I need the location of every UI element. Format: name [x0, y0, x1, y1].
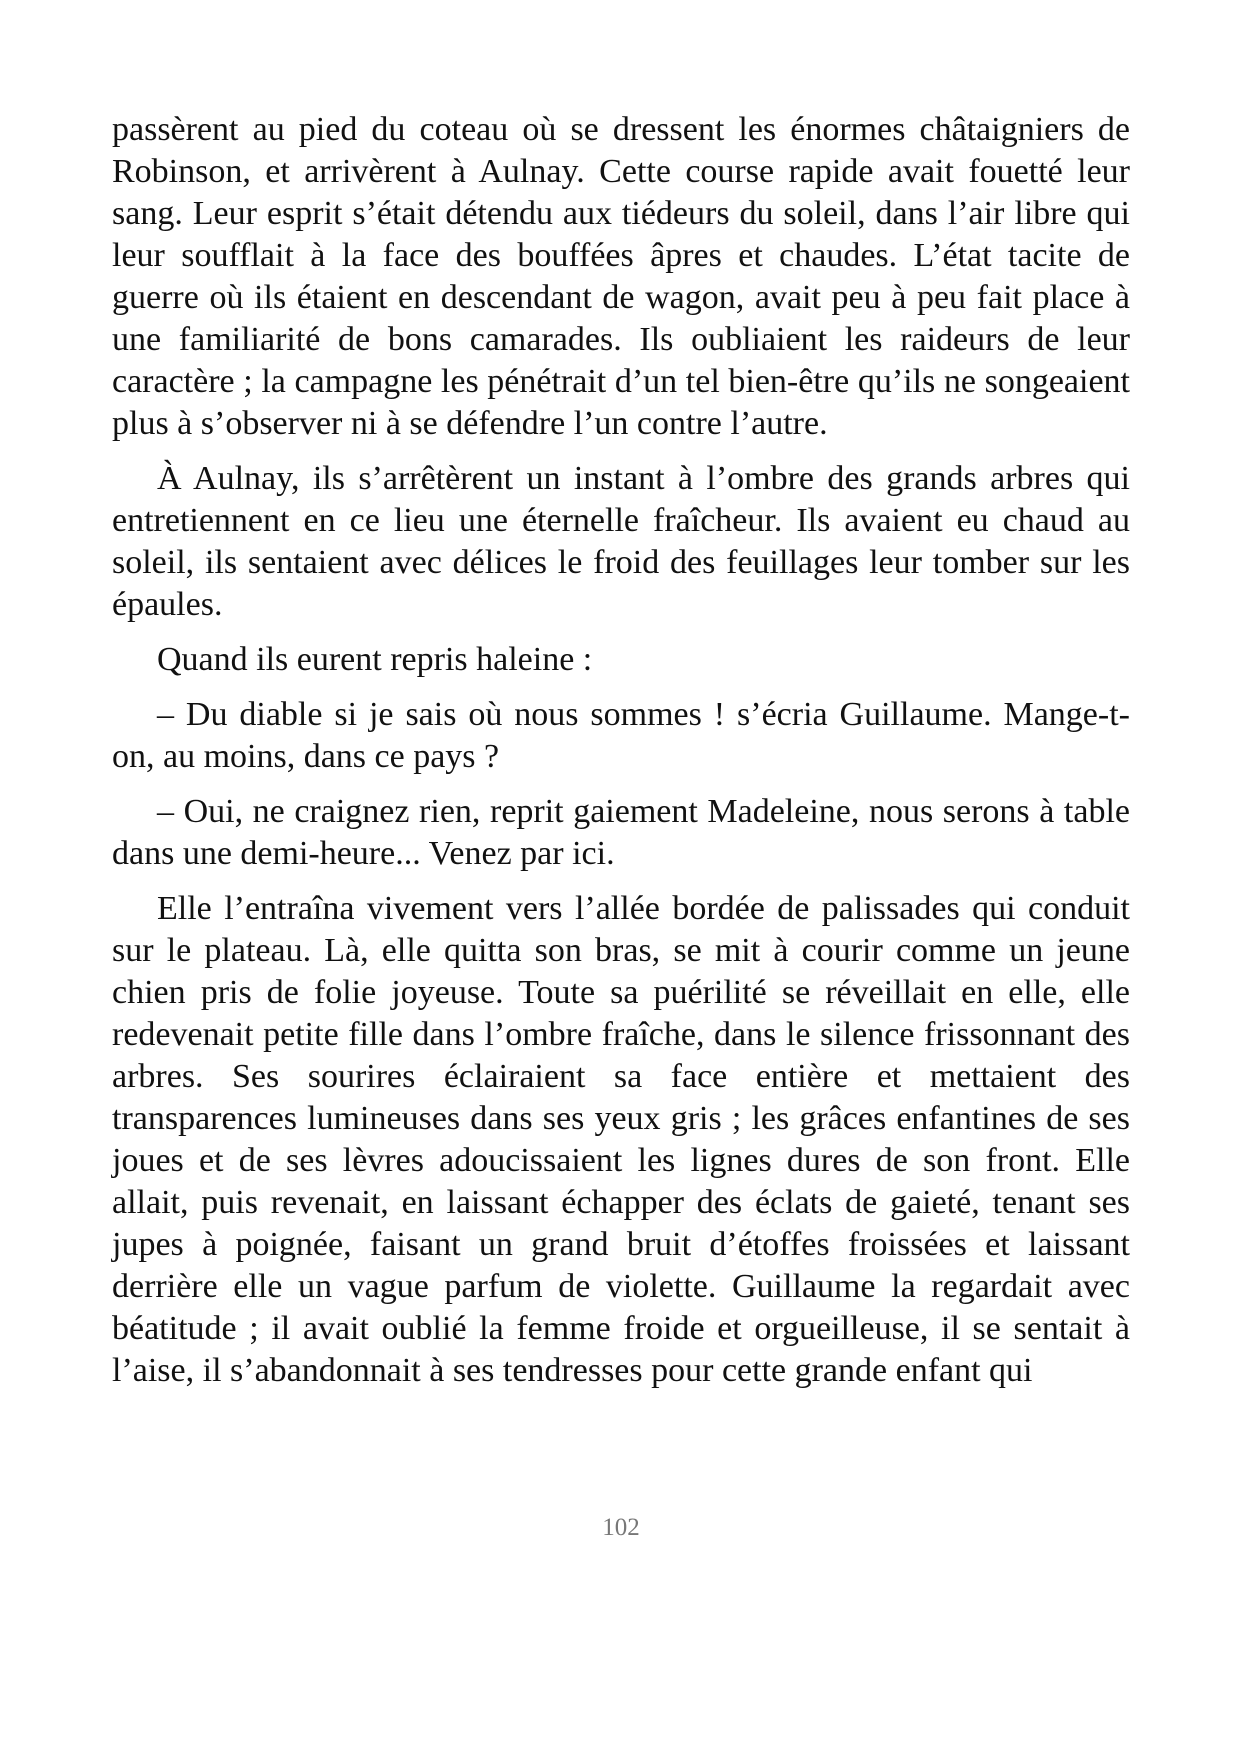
paragraph-catch-breath: Quand ils eurent repris haleine :	[157, 641, 593, 678]
dialogue-guillaume: – Du diable si je sais où nous sommes ! s’écria Guillaume. Mange-t-on, au moins, dans ce pays ?	[112, 696, 1130, 775]
paragraph-aulnay-shade: À Aulnay, ils s’arrêtèrent un instant à l’ombre des grands arbres qui entretiennent en ce lieu une éternelle fraîcheur. Ils avaient eu chaud au soleil, ils sentaient avec délices le froid des feuillages leur tomber sur les épaules.	[112, 460, 1130, 623]
page-number: 102	[602, 1514, 640, 1541]
dialogue-madeleine: – Oui, ne craignez rien, reprit gaiement Madeleine, nous serons à table dans une demi-heure... Venez par ici.	[112, 793, 1130, 872]
paragraph-allee: Elle l’entraîna vivement vers l’allée bordée de palissades qui conduit sur le plateau. Là, elle quitta son bras, se mit à courir comme un jeune chien pris de folie joyeuse. Toute sa puérilité se réveillait en elle, elle redevenait petite fille dans l’ombre fraîche, dans le silence frissonnant des arbres. Ses sourires éclairaient sa face entière et mettaient des transparences lumineuses dans ses yeux gris ; les grâces enfantines de ses joues et de ses lèvres adoucissaient les lignes dures de son front. Elle allait, puis revenait, en laissant échapper des éclats de gaieté, tenant ses jupes à poignée, faisant un grand bruit d’étoffes froissées et laissant derrière elle un vague parfum de violette. Guillaume la regardait avec béatitude ; il avait oublié la femme froide et orgueilleuse, il se sentait à l’aise, il s’abandonnait à ses tendresses pour cette grande enfant qui	[112, 890, 1130, 1389]
paragraph-continuation: passèrent au pied du coteau où se dressent les énormes châtaigniers de Robinson, et arrivèrent à Aulnay. Cette course rapide avait fouetté leur sang. Leur esprit s’était détendu aux tiédeurs du soleil, dans l’air libre qui leur soufflait à la face des bouffées âpres et chaudes. L’état tacite de guerre où ils étaient en descendant de wagon, avait peu à peu fait place à une familiarité de bons camarades. Ils oubliaient les raideurs de leur caractère ; la campagne les pénétrait d’un tel bien-être qu’ils ne songeaient plus à s’observer ni à se défendre l’un contre l’autre.	[112, 111, 1130, 442]
page-body	[112, 109, 1130, 1405]
